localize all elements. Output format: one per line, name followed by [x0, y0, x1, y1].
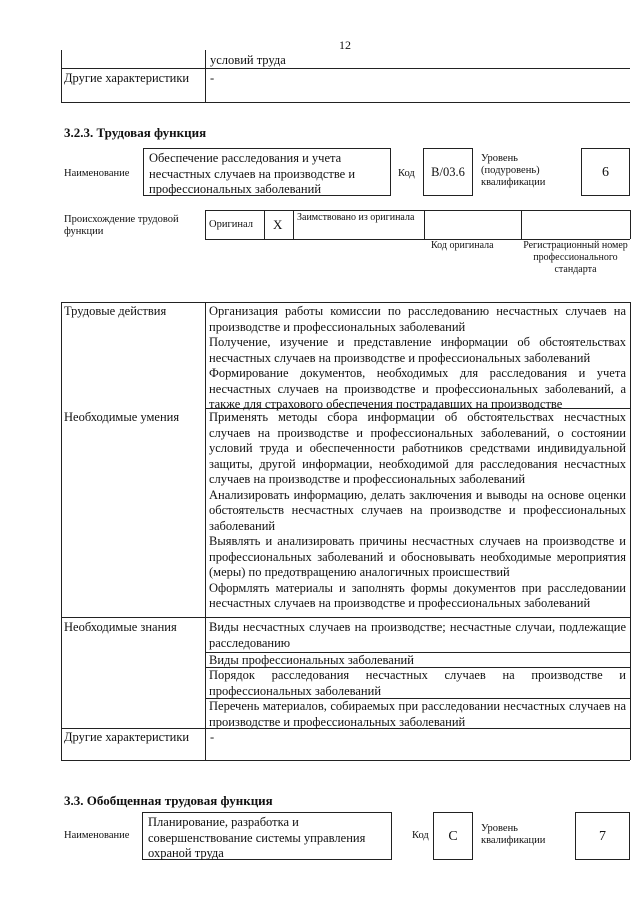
code-original-label: Код оригинала: [431, 240, 494, 251]
function-name: Обеспечение расследования и учета несчастных случаев на производстве и профессиональных заболеваний: [149, 151, 356, 196]
labor-actions-list: [209, 304, 626, 413]
knowledge-item: Перечень материалов, собираемых при расследовании несчастных случаев на производстве и профессиональных заболеваний: [209, 699, 626, 729]
original-label: Оригинал: [209, 219, 253, 230]
level-box: [575, 812, 630, 860]
skills-label: Необходимые умения: [64, 410, 180, 424]
level-value: 7: [599, 829, 606, 844]
labor-actions-label: Трудовые действия: [64, 304, 167, 318]
knowledge-item: Виды профессиональных заболеваний: [209, 653, 414, 667]
other-characteristics-value: -: [210, 730, 215, 744]
section-heading: 3.3. Обобщенная трудовая функция: [64, 793, 273, 808]
other-characteristics-value: -: [210, 71, 215, 85]
knowledge-item: Виды несчастных случаев на производстве; несчастные случаи, подлежащие расследованию: [209, 620, 626, 650]
borrowed-label: Заимствовано из оригинала: [297, 212, 415, 223]
knowledge-item: Порядок расследования несчастных случаев на производстве и профессиональных заболеваний: [209, 668, 626, 698]
skill-item: Выявлять и анализировать причины несчастных случаев на производстве и профессиональных заболеваний и обосновывать необходимые мероприятия (меры) по предотвращению аналогичных происшествий: [209, 534, 626, 579]
skill-item: Применять методы сбора информации об обстоятельствах несчастных случаев на производстве и профессиональных заболеваний, о состоянии условий труда и обеспеченности работников средствами индивидуальной защиты, другой информации, необходимой для расследования несчастных случаев на производстве и профессиональных заболеваний: [209, 410, 626, 486]
name-label: Наименование: [64, 168, 130, 179]
labor-action-item: Получение, изучение и представление информации об обстоятельствах несчастных случаев на производстве и профессиональных заболеваний: [209, 335, 626, 365]
skill-item: Оформлять материалы и заполнять формы документов при расследовании несчастных случаев на производстве и профессиональных заболеваний: [209, 580, 626, 610]
page-number: 12: [339, 38, 351, 52]
other-characteristics-label: Другие характеристики: [64, 71, 190, 85]
section-heading: 3.2.3. Трудовая функция: [64, 125, 207, 140]
code-value: В/03.6: [431, 165, 465, 179]
origin-label: Происхождение трудовой функции: [64, 214, 179, 237]
code-value: С: [448, 829, 458, 844]
code-box: [423, 148, 473, 196]
labor-action-item: Формирование документов, необходимых для расследования и учета несчастных случаев на производстве и профессиональных заболеваний, а также для страхового обеспечения пострадавших на производстве: [209, 366, 626, 411]
level-label: Уровень (подуровень) квалификации: [481, 153, 546, 188]
level-box: [581, 148, 630, 196]
code-box: [433, 812, 473, 860]
other-characteristics-label: Другие характеристики: [64, 730, 190, 744]
generalized-function-name: Планирование, разработка и совершенствование системы управления охраной труда: [148, 815, 366, 860]
level-value: 6: [602, 165, 609, 180]
name-label: Наименование: [64, 830, 130, 841]
knowledge-label: Необходимые знания: [64, 620, 177, 634]
function-name-box: [143, 148, 391, 196]
original-mark: X: [273, 217, 283, 232]
generalized-function-name-box: [142, 812, 392, 860]
level-label: Уровень квалификации: [481, 823, 546, 846]
code-label: Код: [398, 168, 415, 179]
code-label: Код: [412, 830, 429, 841]
reg-number-label: Регистрационный номер профессионального стандарта: [523, 240, 628, 275]
skill-item: Анализировать информацию, делать заключения и выводы на основе оценки обстоятельств несчастных случаев на производстве и профессиональных заболеваний: [209, 487, 626, 533]
labor-action-item: Организация работы комиссии по расследованию несчастных случаев на производстве и профессиональных заболеваний: [209, 304, 626, 334]
continued-text: условий труда: [210, 53, 286, 67]
skills-list: [209, 410, 626, 612]
